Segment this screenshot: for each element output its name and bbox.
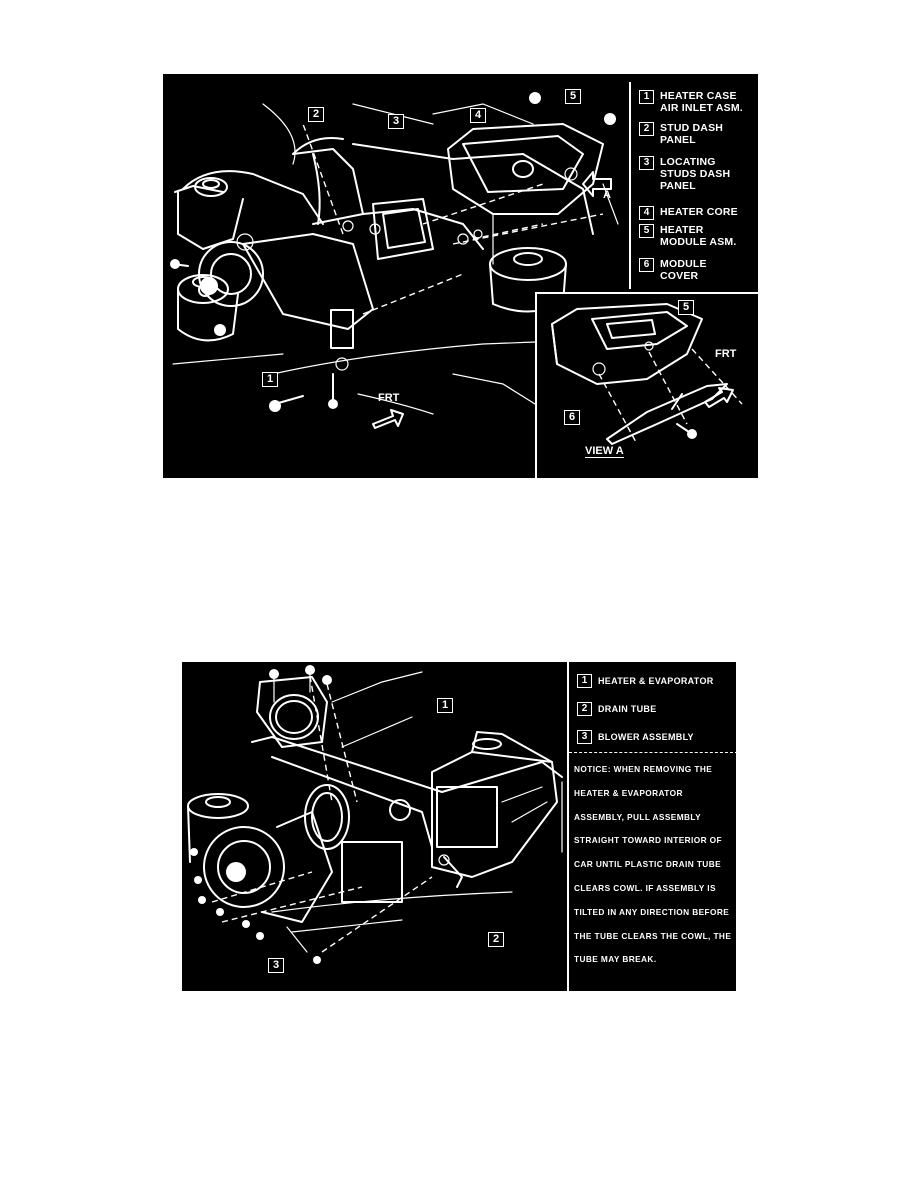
legend-num: 4 bbox=[639, 206, 654, 220]
heater-evaporator-drawing bbox=[182, 662, 567, 991]
callout-1: 1 bbox=[437, 698, 453, 713]
figure2-legend bbox=[567, 662, 736, 991]
legend-item-3 bbox=[577, 730, 694, 744]
legend-text: HEATER CASE AIR INLET ASM. bbox=[660, 90, 743, 114]
legend-num: 1 bbox=[577, 674, 592, 688]
legend-item-6 bbox=[639, 258, 730, 282]
heater-module-diagram bbox=[163, 74, 758, 478]
legend-text: STUD DASH PANEL bbox=[660, 122, 724, 146]
callout-1: 1 bbox=[262, 372, 278, 387]
view-a-inset bbox=[535, 292, 758, 478]
legend-text: DRAIN TUBE bbox=[598, 704, 657, 714]
inset-callout-5: 5 bbox=[678, 300, 694, 315]
arrow-a-label: A bbox=[603, 189, 611, 201]
legend-text: HEATER MODULE ASM. bbox=[660, 224, 737, 248]
heater-evaporator-diagram bbox=[182, 662, 736, 991]
callout-5: 5 bbox=[565, 89, 581, 104]
legend-num: 3 bbox=[577, 730, 592, 744]
notice-divider bbox=[569, 752, 736, 753]
callout-4: 4 bbox=[470, 108, 486, 123]
legend-text: HEATER & EVAPORATOR bbox=[598, 676, 714, 686]
legend-num: 1 bbox=[639, 90, 654, 104]
legend-num: 5 bbox=[639, 224, 654, 238]
legend-item-1 bbox=[577, 674, 714, 688]
inset-callout-6: 6 bbox=[564, 410, 580, 425]
legend-text: LOCATING STUDS DASH PANEL bbox=[660, 156, 731, 192]
callout-2: 2 bbox=[308, 107, 324, 122]
legend-num: 3 bbox=[639, 156, 654, 170]
legend-num: 6 bbox=[639, 258, 654, 272]
frt-label: FRT bbox=[378, 392, 400, 404]
callout-3: 3 bbox=[388, 114, 404, 129]
legend-num: 2 bbox=[639, 122, 654, 136]
notice-text: NOTICE: WHEN REMOVING THE HEATER & EVAPORATOR ASSEMBLY, PULL ASSEMBLY STRAIGHT TOWARD INTERIOR OF CAR UNTIL PLASTIC DRAIN TUBE CLEARS COWL. IF ASSEMBLY IS TILTED IN ANY DIRECTION BEFORE THE TUBE CLEARS THE COWL, THE TUBE MAY BREAK. bbox=[574, 764, 732, 965]
legend-text: MODULE COVER bbox=[660, 258, 707, 282]
callout-2: 2 bbox=[488, 932, 504, 947]
legend-item-2 bbox=[577, 702, 657, 716]
legend-item-2 bbox=[639, 122, 730, 146]
view-a-label: VIEW A bbox=[585, 445, 624, 457]
view-a-drawing bbox=[537, 294, 758, 478]
legend-item-3 bbox=[639, 156, 735, 192]
inset-frt-label: FRT bbox=[715, 348, 737, 360]
legend-text: BLOWER ASSEMBLY bbox=[598, 732, 694, 742]
legend-item-4 bbox=[639, 206, 755, 220]
legend-item-1 bbox=[639, 90, 755, 114]
callout-3: 3 bbox=[268, 958, 284, 973]
legend-item-5 bbox=[639, 224, 748, 248]
figure1-legend bbox=[629, 82, 756, 289]
legend-text: HEATER CORE bbox=[660, 206, 738, 218]
legend-num: 2 bbox=[577, 702, 592, 716]
